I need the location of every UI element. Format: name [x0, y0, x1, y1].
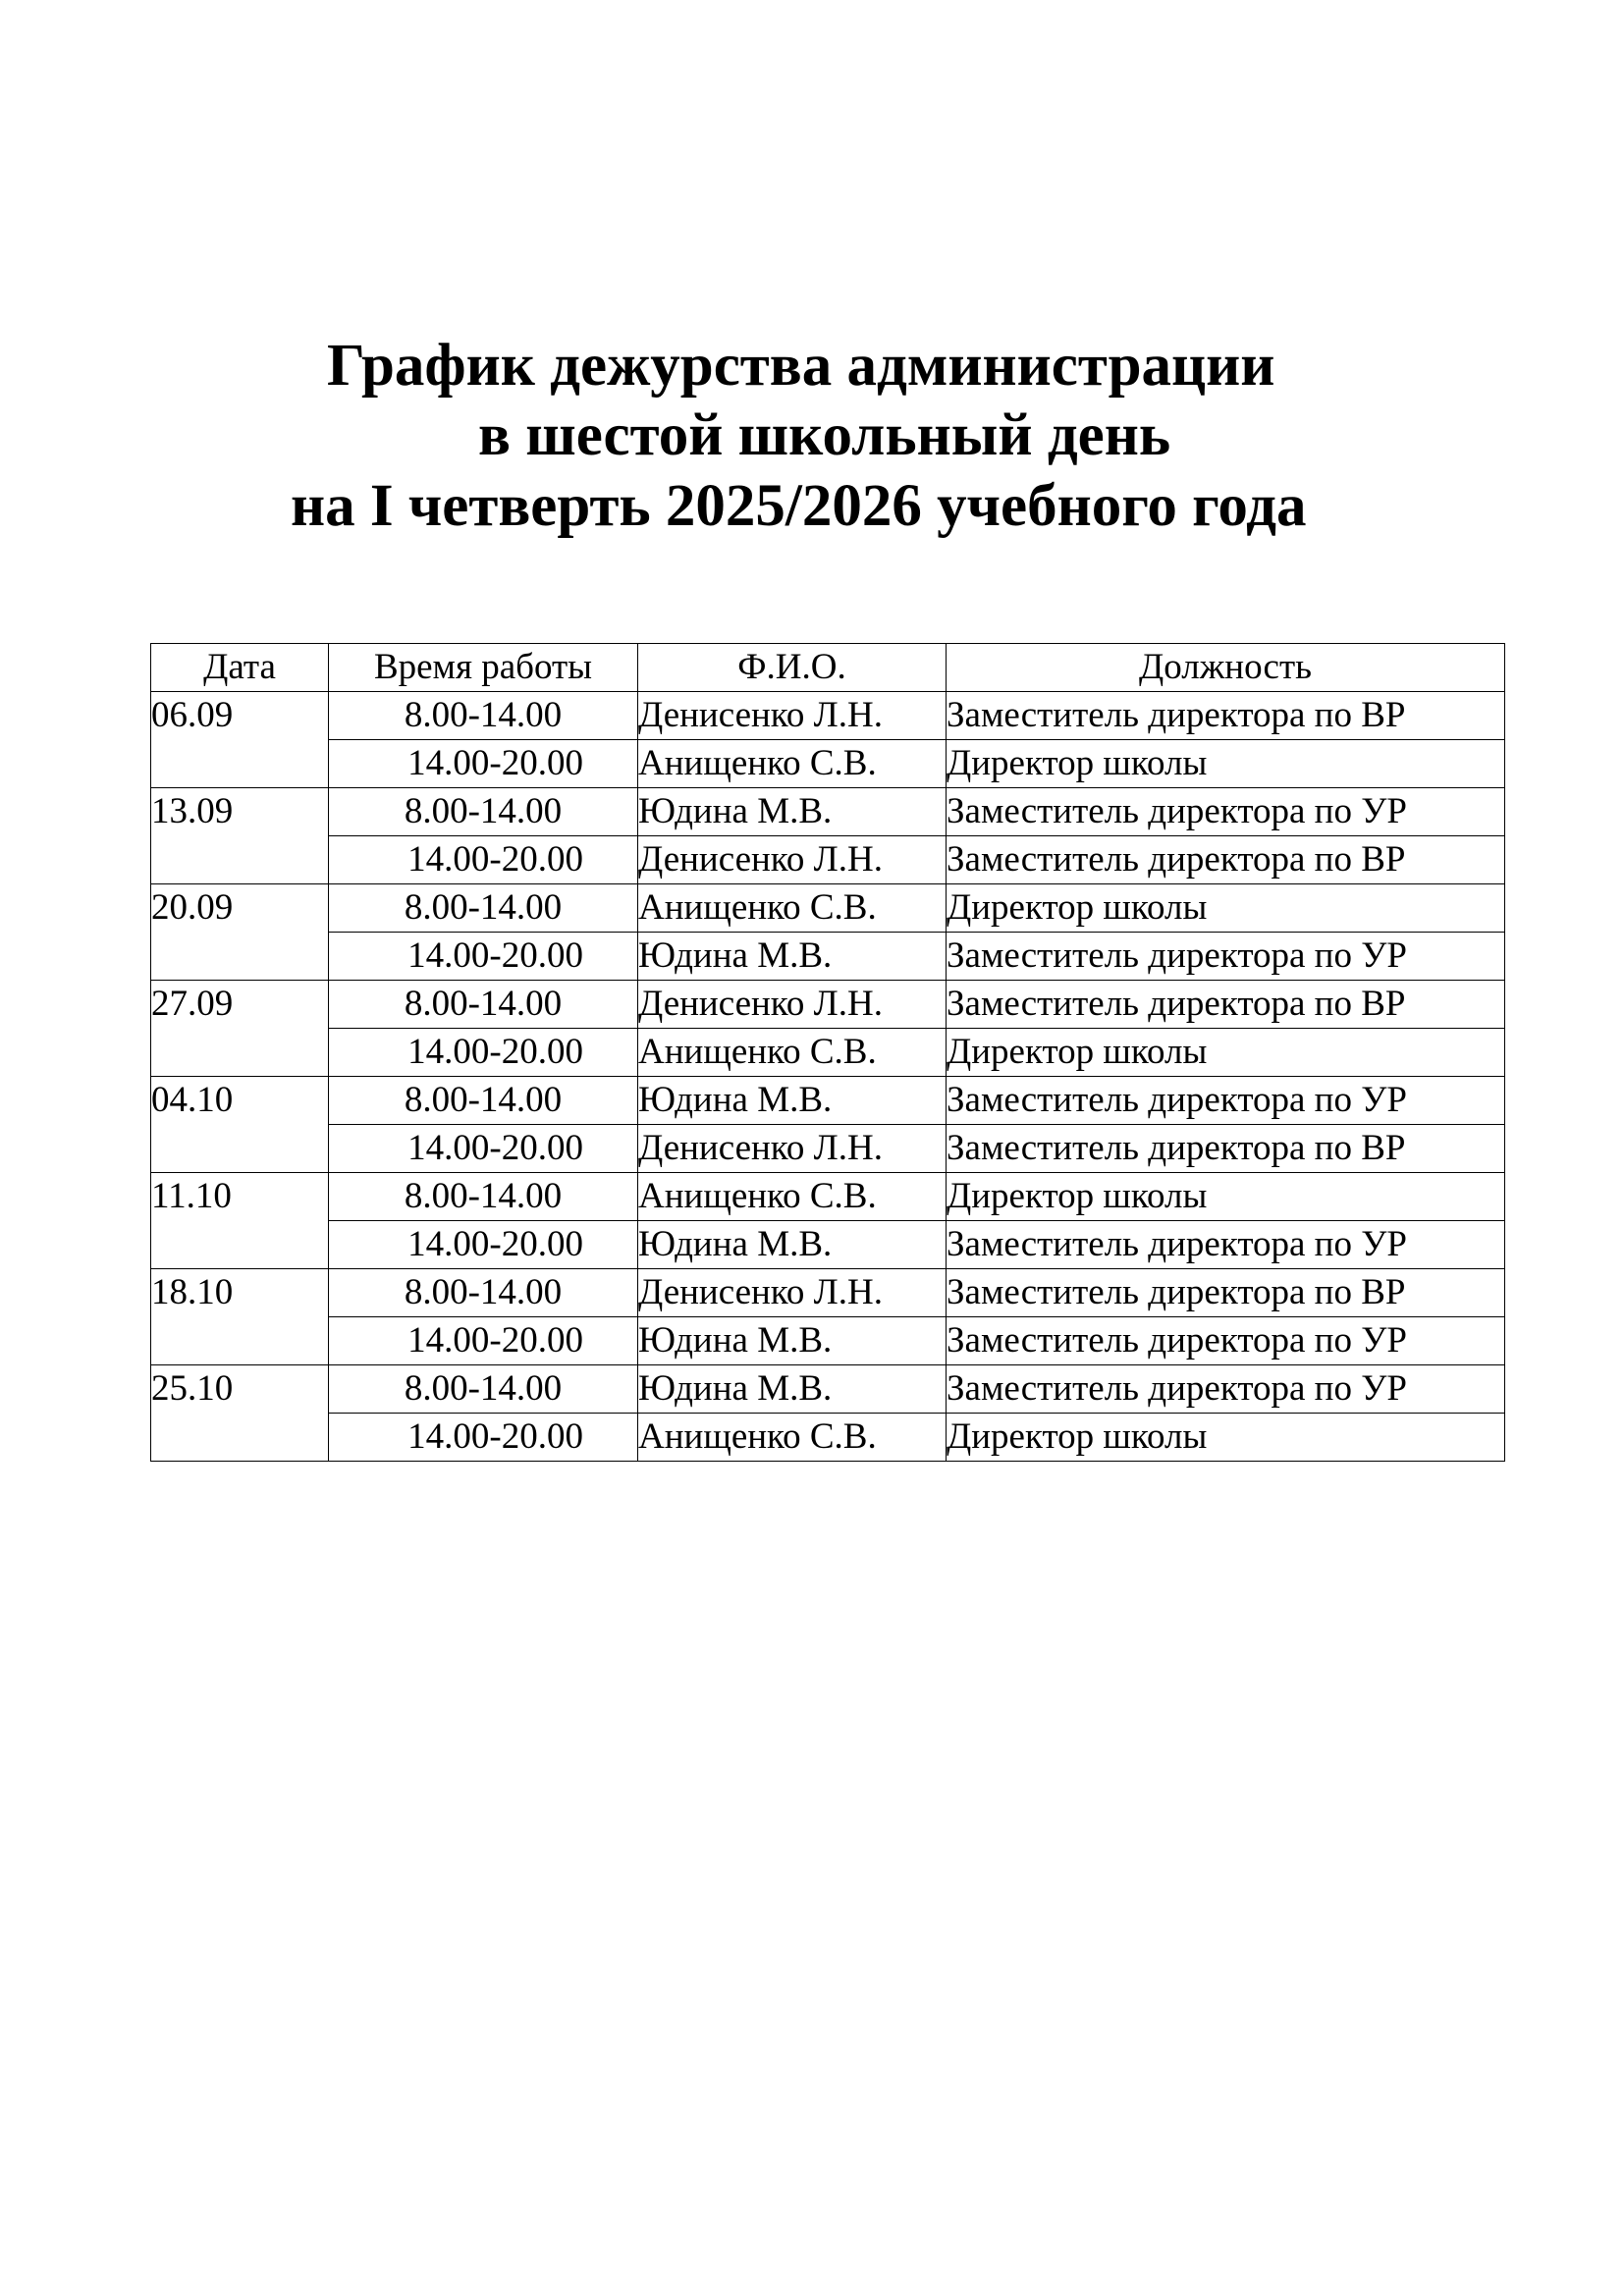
date-cell: 20.09 [151, 884, 329, 981]
table-header-row [151, 644, 1505, 692]
table-row [151, 1125, 1505, 1173]
name-cell: Юдина М.В. [638, 933, 947, 981]
table-row [151, 933, 1505, 981]
position-cell: Заместитель директора по УР [947, 788, 1505, 836]
table-row [151, 1077, 1505, 1125]
title-line-3: на I четверть 2025/2026 учебного года [291, 473, 1307, 539]
position-cell: Заместитель директора по УР [947, 1221, 1505, 1269]
title-line-1: График дежурства администрации [327, 333, 1275, 399]
name-cell: Юдина М.В. [638, 788, 947, 836]
time-cell: 8.00-14.00 [329, 1269, 638, 1317]
position-cell: Заместитель директора по ВР [947, 981, 1505, 1029]
position-cell: Заместитель директора по ВР [947, 836, 1505, 884]
name-cell: Юдина М.В. [638, 1221, 947, 1269]
name-cell: Анищенко С.В. [638, 1029, 947, 1077]
table-row [151, 692, 1505, 740]
table-row [151, 1269, 1505, 1317]
table-row [151, 740, 1505, 788]
table-row [151, 884, 1505, 933]
time-cell: 14.00-20.00 [329, 933, 638, 981]
date-cell: 06.09 [151, 692, 329, 788]
name-cell: Денисенко Л.Н. [638, 1269, 947, 1317]
position-cell: Директор школы [947, 740, 1505, 788]
time-cell: 8.00-14.00 [329, 884, 638, 933]
name-cell: Денисенко Л.Н. [638, 836, 947, 884]
time-cell: 8.00-14.00 [329, 1077, 638, 1125]
table-row [151, 1173, 1505, 1221]
name-cell: Юдина М.В. [638, 1365, 947, 1414]
name-cell: Анищенко С.В. [638, 740, 947, 788]
position-cell: Директор школы [947, 1029, 1505, 1077]
position-cell: Заместитель директора по УР [947, 933, 1505, 981]
position-cell: Заместитель директора по ВР [947, 1125, 1505, 1173]
date-cell: 18.10 [151, 1269, 329, 1365]
header-name: Ф.И.О. [638, 644, 947, 692]
time-cell: 14.00-20.00 [329, 1414, 638, 1462]
name-cell: Денисенко Л.Н. [638, 1125, 947, 1173]
table-row [151, 836, 1505, 884]
time-cell: 14.00-20.00 [329, 1029, 638, 1077]
date-cell: 25.10 [151, 1365, 329, 1462]
time-cell: 8.00-14.00 [329, 1173, 638, 1221]
position-cell: Директор школы [947, 884, 1505, 933]
time-cell: 14.00-20.00 [329, 836, 638, 884]
table-body [151, 692, 1505, 1462]
position-cell: Заместитель директора по ВР [947, 692, 1505, 740]
name-cell: Денисенко Л.Н. [638, 981, 947, 1029]
header-position: Должность [947, 644, 1505, 692]
time-cell: 14.00-20.00 [329, 1317, 638, 1365]
position-cell: Заместитель директора по УР [947, 1077, 1505, 1125]
table-row [151, 1317, 1505, 1365]
name-cell: Денисенко Л.Н. [638, 692, 947, 740]
name-cell: Анищенко С.В. [638, 1173, 947, 1221]
table-row [151, 788, 1505, 836]
table-row [151, 1221, 1505, 1269]
name-cell: Анищенко С.В. [638, 884, 947, 933]
time-cell: 8.00-14.00 [329, 788, 638, 836]
position-cell: Директор школы [947, 1414, 1505, 1462]
header-date: Дата [151, 644, 329, 692]
time-cell: 8.00-14.00 [329, 981, 638, 1029]
table-row [151, 981, 1505, 1029]
duty-schedule-table [150, 643, 1505, 1462]
position-cell: Заместитель директора по ВР [947, 1269, 1505, 1317]
time-cell: 8.00-14.00 [329, 1365, 638, 1414]
date-cell: 13.09 [151, 788, 329, 884]
position-cell: Заместитель директора по УР [947, 1365, 1505, 1414]
time-cell: 14.00-20.00 [329, 740, 638, 788]
header-time: Время работы [329, 644, 638, 692]
date-cell: 04.10 [151, 1077, 329, 1173]
name-cell: Анищенко С.В. [638, 1414, 947, 1462]
table-row [151, 1029, 1505, 1077]
position-cell: Заместитель директора по УР [947, 1317, 1505, 1365]
date-cell: 11.10 [151, 1173, 329, 1269]
title-line-2: в шестой школьный день [478, 402, 1171, 468]
name-cell: Юдина М.В. [638, 1077, 947, 1125]
table-row [151, 1414, 1505, 1462]
table-row [151, 1365, 1505, 1414]
position-cell: Директор школы [947, 1173, 1505, 1221]
date-cell: 27.09 [151, 981, 329, 1077]
time-cell: 14.00-20.00 [329, 1221, 638, 1269]
time-cell: 14.00-20.00 [329, 1125, 638, 1173]
time-cell: 8.00-14.00 [329, 692, 638, 740]
name-cell: Юдина М.В. [638, 1317, 947, 1365]
